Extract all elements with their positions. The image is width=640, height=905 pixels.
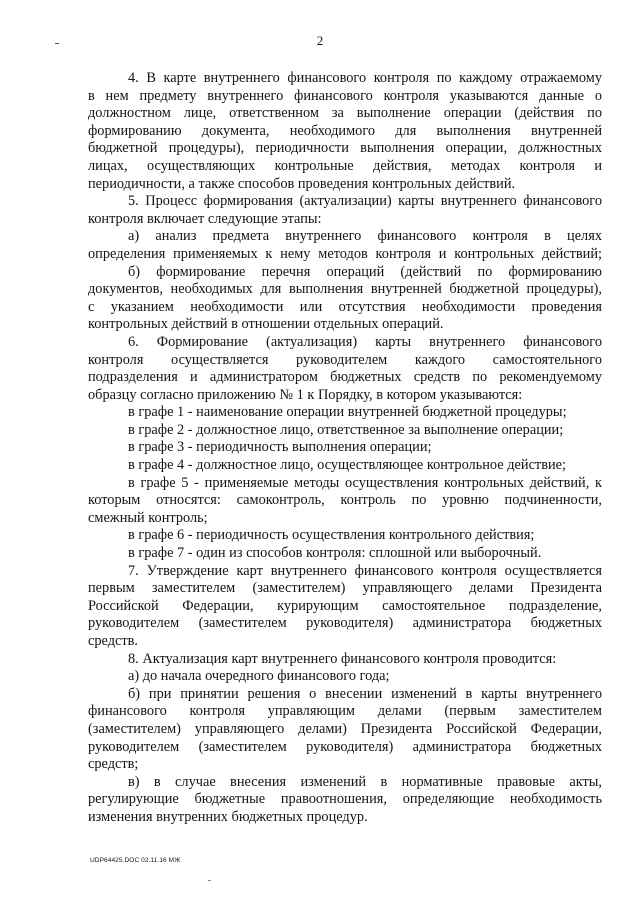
text-line: средств;	[88, 756, 139, 773]
text-line: Российской Федерации, курирующим самостоятельное подразделение,	[88, 597, 602, 614]
text-line: контрольных действий в отношении отдельных операций.	[88, 316, 444, 333]
text-line: с указанием необходимости или отсутствия необходимости проведения	[88, 298, 602, 315]
text-line: контроля осуществляется руководителем каждого самостоятельного	[88, 351, 602, 368]
text-line: руководителем (заместителем руководителя) администратора бюджетных	[88, 738, 602, 755]
text-line: подразделения и администратором бюджетных средств по рекомендуемому	[88, 369, 602, 386]
text-line: в нем предмету внутреннего финансового контроля указываются данные о	[88, 87, 602, 104]
text-line: образцу согласно приложению № 1 к Порядку, в котором указываются:	[88, 386, 523, 403]
text-line: б) формирование перечня операций (действий по формированию	[128, 263, 602, 280]
text-line: регулирующие бюджетные правоотношения, определяющие необходимость	[88, 791, 602, 808]
text-line: (заместителем) управляющего делами) Президента Российской Федерации,	[88, 720, 602, 737]
text-line: контроля включает следующие этапы:	[88, 210, 322, 227]
text-line: 5. Процесс формирования (актуализации) карты внутреннего финансового	[128, 193, 602, 210]
text-line: документов, необходимых для выполнения внутренней бюджетной процедуры),	[88, 281, 602, 298]
text-line: в графе 7 - один из способов контроля: сплошной или выборочный.	[128, 545, 542, 562]
text-line: периодичности, а также способов проведения контрольных действий.	[88, 175, 516, 192]
text-line: которым относятся: самоконтроль, контроль по уровню подчиненности,	[88, 492, 602, 509]
text-line: 7. Утверждение карт внутреннего финансового контроля осуществляется	[128, 562, 602, 579]
text-line: 8. Актуализация карт внутреннего финансового контроля проводится:	[128, 650, 557, 667]
text-line: смежный контроль;	[88, 509, 208, 526]
text-line: а) анализ предмета внутреннего финансового контроля в целях	[128, 228, 602, 245]
text-line: в графе 2 - должностное лицо, ответственное за выполнение операции;	[128, 421, 564, 438]
text-line: а) до начала очередного финансового года;	[128, 668, 390, 685]
page-number: 2	[316, 33, 324, 48]
document-body	[88, 70, 602, 827]
text-line: 4. В карте внутреннего финансового контроля по каждому отражаемому	[128, 70, 602, 86]
text-line: финансового контроля управляющим делами (первым заместителем	[88, 703, 602, 720]
document-footer: UDP64425.DOC 02.11.16 МЖ	[90, 857, 181, 864]
text-line: в графе 3 - периодичность выполнения операции;	[128, 439, 432, 456]
text-line: формированию документа, необходимого для выполнения внутренней	[88, 122, 602, 139]
text-line: определения применяемых к нему методов контроля и контрольных действий;	[88, 245, 602, 262]
text-line: 6. Формирование (актуализация) карты внутреннего финансового	[128, 333, 602, 350]
text-line: в графе 4 - должностное лицо, осуществляющее контрольное действие;	[128, 457, 567, 474]
text-line: должностном лице, ответственном за выполнение операции (действия по	[88, 105, 602, 122]
text-line: средств.	[88, 633, 139, 649]
text-line: лицах, осуществляющих контрольные действия, методах контроля и	[88, 157, 602, 174]
text-line: в графе 5 - применяемые методы осуществления контрольных действий, к	[128, 474, 602, 491]
text-line: б) при принятии решения о внесении изменений в карты внутреннего	[128, 685, 602, 702]
text-line: изменения внутренних бюджетных процедур.	[88, 808, 368, 825]
text-line: первым заместителем (заместителем) управляющего делами Президента	[88, 580, 602, 597]
text-line: в) в случае внесения изменений в нормативные правовые акты,	[128, 773, 602, 790]
text-line: в графе 6 - периодичность осуществления контрольного действия;	[128, 527, 535, 544]
scan-speck	[208, 880, 211, 881]
text-line: бюджетной процедуры), периодичности выполнения операции, должностных	[88, 140, 602, 157]
text-line: в графе 1 - наименование операции внутренней бюджетной процедуры;	[128, 404, 567, 421]
text-line: руководителем (заместителем руководителя) администратора бюджетных	[88, 615, 602, 632]
